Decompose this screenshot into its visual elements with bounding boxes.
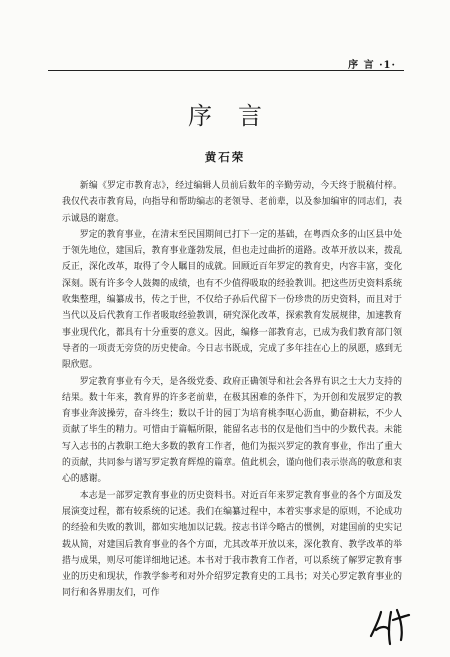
paragraph-1: 新编《罗定市教育志》，经过编辑人员前后数年的辛勤劳动，今天终于脱稿付梓。我仅代表市教育局，向指导和帮助编志的老领导、老前辈，以及参加编审的同志们，表示诚恳的谢意。 [62, 181, 402, 224]
body-text [62, 178, 402, 602]
paragraph-3: 罗定教育事业有今天，是各级党委、政府正确领导和社会各界有识之士大力支持的结果。数十年来，教育界的许多老前辈，在极其困难的条件下，为开创和发展罗定的教育事业奔波操劳，奋斗终生；数以千计的园丁为培育桃李呕心沥血，勤奋耕耘，不少人贡献了毕生的精力。可惜由于篇幅所限，能留名志书的仅是他们当中的少数代表。未能写入志书的占教职工绝大多数的教育工作者，他们为振兴罗定的教育事业，作出了重大的贡献，共同参与谱写罗定教育辉煌的篇章。值此机会，谨向他们表示崇高的敬意和衷心的感谢。 [62, 376, 402, 485]
running-header: 序 言 ·1· [348, 60, 396, 71]
page-title: 序言 [188, 102, 288, 130]
header-rule [48, 70, 404, 71]
handwritten-mark [367, 606, 413, 648]
author-name: 黄石荣 [204, 150, 246, 164]
paragraph-4: 本志是一部罗定教育事业的历史资料书。对近百年来罗定教育事业的各个方面及发展演变过程，都有较系统的记述。我们在编纂过程中，本着实事求是的原则，不论成功的经验和失败的教训，都如实地加以记载。按志书详今略古的惯例，对建国前的史实记载从简，对建国后教育事业的各个方面，尤其改革开放以来，深化教育、教学改革的举措与成果，则尽可能详细地记述。本书对于我市教育工作者，可以系统了解罗定教育事业的历史和现状，作教学参考和对外介绍罗定教育史的工具书；对关心罗定教育事业的同行和各界朋友们，可作 [62, 490, 402, 599]
paragraph-2: 罗定的教育事业，在清末至民国期间已打下一定的基础，在粤西众多的山区县中处于领先地位，建国后，教育事业蓬勃发展，但也走过曲折的道路。改革开放以来，拨乱反正，深化改革，取得了令人瞩目的成就。回顾近百年罗定的教育史，内容丰富，变化深刻。既有许多令人鼓舞的成绩，也有不少值得吸取的经验教训。把这些历史资料系统收集整理，编纂成书，传之于世，不仅给子孙后代留下一份珍贵的历史资料，而且对于当代以及后代教育工作者吸取经验教训，研究深化改革，探索教育发展规律，加速教育事业现代化，都具有十分重要的意义。因此，编修一部教育志，已成为我们教育部门领导者的一项责无旁贷的历史使命。今日志书既成，完成了多年挂在心上的夙愿，感到无限欣慰。 [62, 229, 402, 371]
